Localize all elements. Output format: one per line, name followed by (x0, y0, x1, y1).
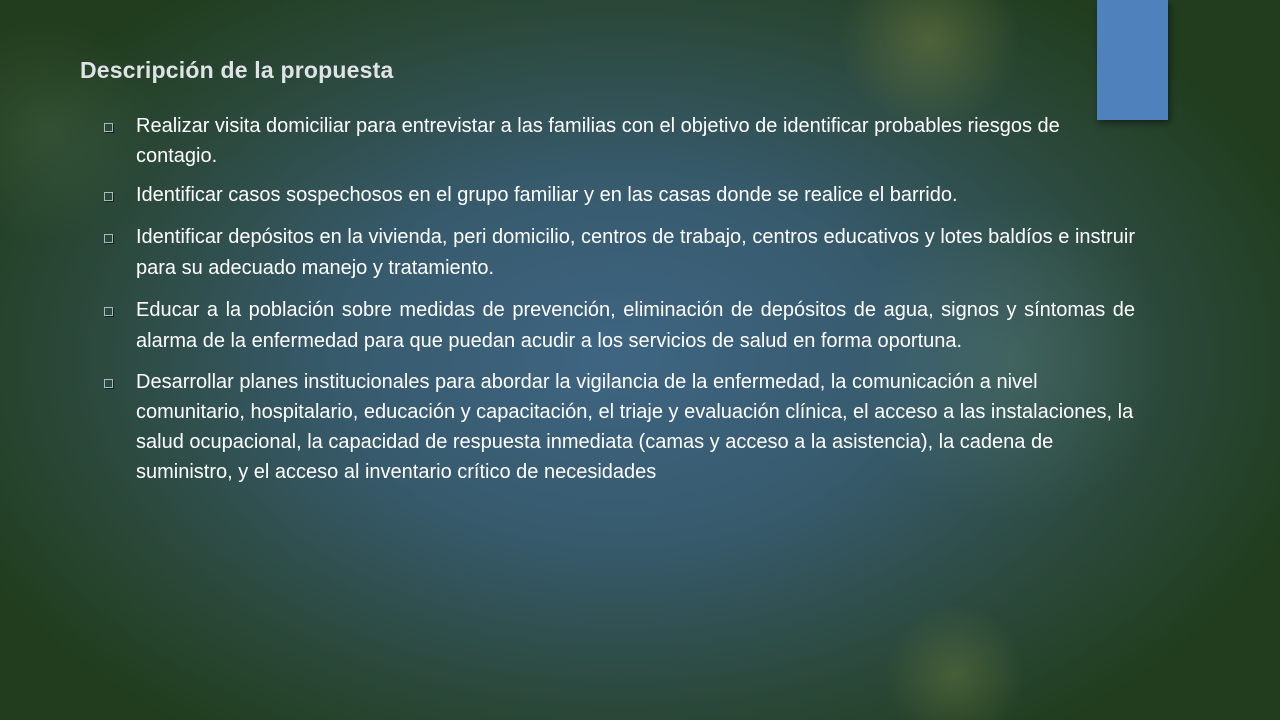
slide-title: Descripción de la propuesta (80, 57, 394, 83)
bullet-item (104, 295, 1135, 357)
bullet-text: Identificar depósitos en la vivienda, peri domicilio, centros de trabajo, centros educativos y lotes baldíos e instruir para su adecuado manejo y tratamiento. (136, 226, 1135, 279)
bullet-list (104, 111, 1135, 487)
square-bullet-icon (104, 307, 113, 316)
bullet-item (104, 180, 1135, 211)
square-bullet-icon (104, 192, 113, 201)
bullet-item (104, 111, 1135, 171)
bullet-text: Educar a la población sobre medidas de prevención, eliminación de depósitos de agua, signos y síntomas de alarma de la enfermedad para que puedan acudir a los servicios de salud en forma oportuna. (136, 299, 1135, 352)
bullet-item (104, 222, 1135, 284)
bullet-text: Realizar visita domiciliar para entrevistar a las familias con el objetivo de identificar probables riesgos de contagio. (136, 115, 1060, 167)
accent-bar (1097, 0, 1168, 120)
bullet-text: Desarrollar planes institucionales para abordar la vigilancia de la enfermedad, la comunicación a nivel comunitario, hospitalario, educación y capacitación, el triaje y evaluación clínica, el acceso a las instalaciones, la salud ocupacional, la capacidad de respuesta inmediata (camas y acceso a la asistencia), la cadena de suministro, y el acceso al inventario crítico de necesidades (136, 371, 1134, 483)
bullet-item (104, 367, 1135, 487)
square-bullet-icon (104, 234, 113, 243)
bullet-text: Identificar casos sospechosos en el grupo familiar y en las casas donde se realice el barrido. (136, 184, 958, 206)
square-bullet-icon (104, 123, 113, 132)
square-bullet-icon (104, 379, 113, 388)
